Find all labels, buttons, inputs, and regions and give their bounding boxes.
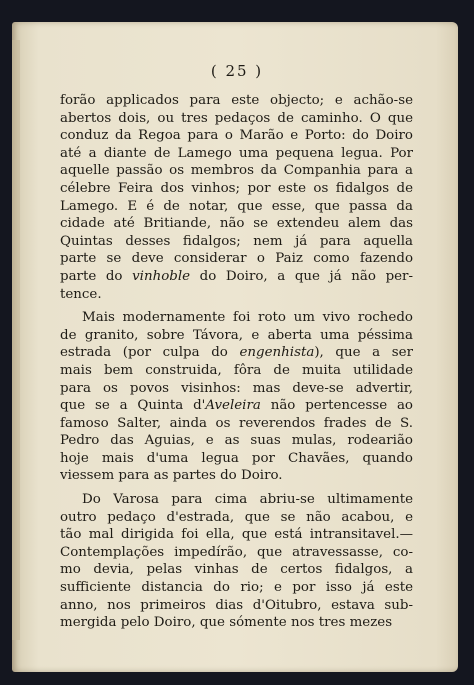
text-line: cidade até Britiande, não se extendeu alem das	[60, 216, 413, 232]
body-text	[60, 92, 413, 632]
text-line: outro pedaço d'estrada, que se não acabou, e	[60, 509, 413, 525]
page-number: ( 25 )	[210, 62, 264, 80]
text-line: mo devia, pelas vinhas de certos fidalgos, a	[60, 562, 413, 578]
text-line: anno, nos primeiros dias d'Oitubro, estava sub-	[60, 597, 413, 613]
paragraph	[60, 309, 413, 485]
text-line: conduz da Regoa para o Marão e Porto: do Doiro	[60, 128, 413, 144]
text-line: parte do vinhoble do Doiro, a que já não per-	[60, 268, 413, 284]
text-line: Quintas desses fidalgos; nem já para aquella	[60, 233, 413, 249]
text-line: mergida pelo Doiro, que sómente nos tres mezes	[60, 615, 393, 631]
text-line: para os povos visinhos: mas deve-se advertir,	[60, 380, 413, 396]
text-line: sufficiente distancia do rio; e por isso já este	[60, 580, 413, 596]
text-line: parte se deve considerar o Paiz como fazendo	[60, 251, 413, 267]
text-line: forão applicados para este objecto; e achão-se	[60, 93, 413, 108]
text-line: de granito, sobre Távora, e aberta uma péssima	[60, 327, 413, 343]
text-line: hoje mais d'uma legua por Chavães, quando	[60, 450, 413, 466]
text-line: até a diante de Lamego uma pequena legua. Por	[60, 145, 413, 161]
text-line: Mais modernamente foi roto um vivo rochedo	[82, 310, 413, 326]
text-line: aquelle passão os membros da Companhia para a	[60, 163, 413, 179]
text-line: viessem para as partes do Doiro.	[60, 468, 283, 484]
text-line: célebre Feira dos vinhos; por este os fidalgos de	[60, 180, 413, 196]
text-line: tão mal dirigida foi ella, que está intransitavel.—	[60, 527, 413, 543]
page-gutter-shadow	[12, 40, 20, 640]
text-line: tence.	[60, 286, 102, 302]
text-line: famoso Salter, ainda os reverendos frades de S.	[60, 415, 413, 431]
text-line: Pedro das Aguias, e as suas mulas, rodearião	[60, 433, 413, 449]
text-line: Contemplações impedírão, que atravessasse, co-	[60, 544, 413, 560]
paragraph	[60, 92, 413, 303]
text-line: que se a Quinta d'Aveleira não pertencesse ao	[60, 398, 413, 414]
text-line: estrada (por culpa do engenhista), que a ser	[60, 345, 413, 361]
paragraph	[60, 491, 413, 632]
text-line: abertos dois, ou tres pedaços de caminho. O que	[60, 110, 413, 126]
text-line: Lamego. E é de notar, que esse, que passa da	[60, 198, 413, 214]
text-line: Do Varosa para cima abriu-se ultimamente	[82, 492, 413, 508]
text-line: mais bem construida, fôra de muita utilidade	[60, 362, 413, 378]
